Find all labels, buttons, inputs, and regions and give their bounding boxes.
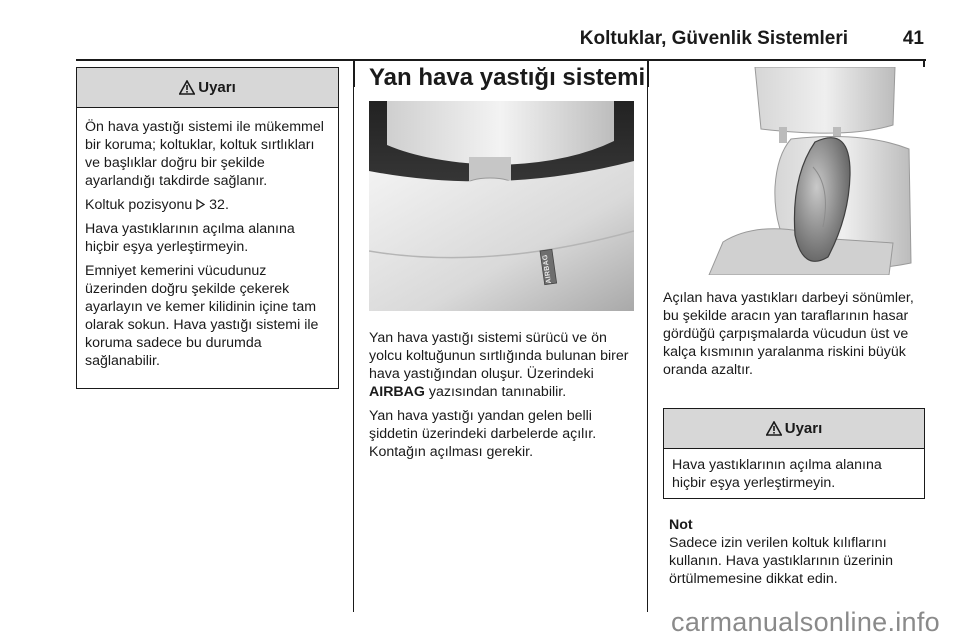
deployed-airbag-figure: [663, 67, 926, 275]
warning-body: [664, 449, 924, 500]
warning-paragraph: Hava yastıklarının açılma alanına hiçbir eşya yerleştirmeyin.: [85, 221, 295, 255]
warning-paragraph: Hava yastıklarının açılma alanına hiçbir eşya yerleştirmeyin.: [672, 457, 882, 491]
section-body: [369, 329, 634, 461]
right-column-body: [663, 289, 928, 379]
column-divider-2: [647, 64, 648, 612]
warning-body: [77, 108, 338, 378]
crossref-text: Koltuk pozisyonu: [85, 197, 193, 213]
seat-backrest-illustration: [369, 101, 634, 311]
warning-header: [664, 409, 924, 449]
page-header: [0, 22, 960, 62]
section-paragraph-1: [369, 329, 634, 401]
para-text: yazısından tanınabilir.: [428, 384, 567, 400]
warning-paragraph: Ön hava yastığı sistemi ile mükemmel bir koruma; koltuklar, koltuk sırtlıkları ve başlıklar doğru bir şekilde ayarlandığı takdirde sağlanır.: [85, 119, 324, 189]
seat-airbag-label-figure: [369, 101, 634, 311]
section-paragraph-2: Yan hava yastığı yandan gelen belli şiddetin üzerindeki darbelerde açılır. Kontağın açılması gerekir.: [369, 408, 597, 460]
deployed-side-airbag-illustration: [663, 67, 926, 275]
warning-icon: [766, 421, 782, 436]
warning-icon: [179, 80, 195, 95]
note-block: [669, 516, 934, 588]
warning-header: [77, 68, 338, 108]
header-title: Koltuklar, Güvenlik Sistemleri: [579, 28, 848, 49]
page-number: 41: [902, 28, 924, 49]
right-paragraph: Açılan hava yastıkları darbeyi sönümler, bu şekilde aracın yan taraflarının hasar gördüğü çarpışmalarda vücudun üst ve kalça kısmının yaralanma riskini büyük oranda azaltır.: [663, 290, 914, 378]
crossref-page[interactable]: 32.: [209, 197, 229, 213]
warning-box-left: [76, 67, 339, 389]
note-title: Not: [669, 517, 693, 533]
crossref-arrow-icon: [196, 199, 205, 210]
warning-label: Uyarı: [198, 79, 236, 96]
warning-label: Uyarı: [784, 420, 823, 437]
section-title: Yan hava yastığı sistemi: [369, 64, 646, 91]
header-rule: [76, 59, 926, 61]
watermark: carmanualsonline.info: [671, 607, 940, 637]
airbag-label-text: AIRBAG: [541, 253, 553, 284]
note-text: Sadece izin verilen koltuk kılıflarını kullanın. Hava yastıklarının üzerinin örtülmemesine dikkat edin.: [669, 535, 893, 587]
column-divider-1: [353, 64, 354, 612]
warning-box-right: [663, 408, 925, 499]
para-text: Yan hava yastığı sistemi sürücü ve ön yolcu koltuğunun sırtlığında bulunan birer hava yastığından oluşur. Üzerindeki: [369, 330, 629, 382]
airbag-keyword: AIRBAG: [369, 384, 425, 400]
warning-paragraph: Emniyet kemerini vücudunuz üzerinden doğru şekilde çekerek ayarlayın ve kemer kilidinin içine tam olarak sokun. Hava yastığı sistemi ile koruma sadece bu durumda sağlanabilir.: [85, 263, 319, 369]
crossref-paragraph: [85, 196, 330, 214]
